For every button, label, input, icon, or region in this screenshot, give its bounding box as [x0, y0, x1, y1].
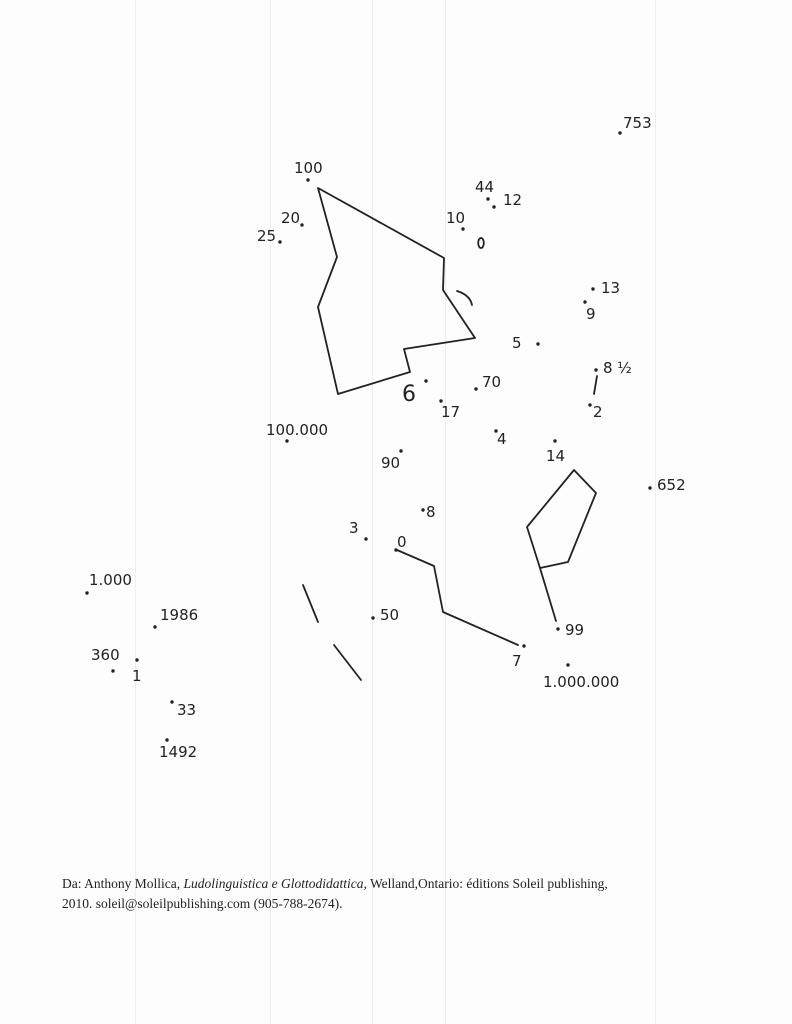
- dot-label: 44: [475, 178, 495, 196]
- source-credit: [62, 874, 652, 914]
- dot: [306, 178, 309, 181]
- dot: [111, 669, 114, 672]
- dot: [85, 591, 88, 594]
- dot-label: 25: [257, 227, 277, 245]
- dot-label: 1.000.000: [543, 673, 620, 691]
- dot-label: 8 ½: [603, 359, 632, 377]
- dot-label: 10: [446, 209, 466, 227]
- dot-label: 17: [441, 403, 461, 421]
- drawn-oval: [478, 238, 484, 248]
- dot: [170, 700, 173, 703]
- dot-label: 1492: [159, 743, 198, 761]
- dot: [278, 240, 281, 243]
- credit-line-2: 2010. soleil@soleilpublishing.com (905-788-2674).: [62, 896, 343, 911]
- dot: [399, 449, 402, 452]
- dot-label: 50: [380, 606, 400, 624]
- drawn-polygon-right: [527, 470, 596, 568]
- drawn-line-tail: [540, 568, 556, 621]
- dot-label: 99: [565, 621, 585, 639]
- dot-label: 5: [512, 334, 522, 352]
- dot: [474, 387, 477, 390]
- dot: [135, 658, 138, 661]
- dot: [153, 625, 156, 628]
- dot-label: 8: [426, 503, 436, 521]
- dot: [364, 537, 367, 540]
- dot-label: 1: [132, 667, 142, 685]
- dot: [421, 508, 424, 511]
- dot: [618, 131, 621, 134]
- dot: [536, 342, 539, 345]
- dot-label: 12: [503, 191, 523, 209]
- drawn-stroke: [334, 645, 361, 680]
- dot: [553, 439, 556, 442]
- dot-label: 1986: [160, 606, 199, 624]
- credit-author: Da: Anthony Mollica,: [62, 876, 184, 891]
- drawn-stroke: [303, 585, 318, 622]
- dot: [371, 616, 374, 619]
- dot: [566, 663, 569, 666]
- credit-book-title: Ludolinguistica e Glottodidattica,: [183, 876, 367, 891]
- dot-label: 0: [397, 533, 407, 551]
- dot: [486, 197, 489, 200]
- dot: [300, 223, 303, 226]
- dot-label: 6: [402, 382, 416, 407]
- dot-label: 70: [482, 373, 502, 391]
- dot: [591, 287, 594, 290]
- dot-label: 90: [381, 454, 401, 472]
- dot-label: 652: [657, 476, 686, 494]
- dot: [648, 486, 651, 489]
- dot-label: 20: [281, 209, 301, 227]
- dot-label: 1.000: [89, 571, 132, 589]
- credit-publisher: Welland,Ontario: éditions Soleil publishing,: [366, 876, 608, 891]
- drawn-line-bottom: [397, 550, 518, 645]
- dot: [522, 644, 525, 647]
- dot: [492, 205, 495, 208]
- dot: [285, 439, 288, 442]
- dot: [556, 627, 559, 630]
- dot-label: 753: [623, 114, 652, 132]
- drawn-stroke: [594, 376, 597, 394]
- dot-label: 9: [586, 305, 596, 323]
- dot-label: 14: [546, 447, 566, 465]
- drawn-arc: [457, 291, 472, 305]
- dot-label: 2: [593, 403, 603, 421]
- dot: [461, 227, 464, 230]
- dot-label: 7: [512, 652, 522, 670]
- dot: [588, 403, 591, 406]
- dot-label: 33: [177, 701, 197, 719]
- credit-line-1: [62, 874, 652, 894]
- dot: [583, 300, 586, 303]
- dot: [165, 738, 168, 741]
- dot-label: 100: [294, 159, 323, 177]
- dot-label: 100.000: [266, 421, 329, 439]
- dot-label: 13: [601, 279, 621, 297]
- dot: [594, 368, 597, 371]
- dot-label: 360: [91, 646, 120, 664]
- dot-label: 3: [349, 519, 359, 537]
- dot-label: 4: [497, 430, 507, 448]
- dot: [424, 379, 427, 382]
